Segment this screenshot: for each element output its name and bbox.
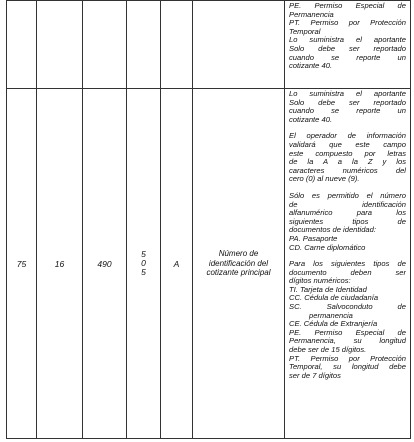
note-line: CE. Cédula de Extranjería — [289, 320, 378, 329]
range-digit: 5 — [141, 249, 146, 259]
note-line: de la A a la Z y los — [289, 158, 406, 167]
field-spec-table — [6, 0, 411, 439]
note-line: Permanencia — [289, 10, 334, 19]
cell-empty — [37, 1, 83, 89]
note-line: Temporal — [289, 27, 321, 36]
note-line: SC. Salvoconduto de — [289, 303, 406, 312]
cell-empty — [7, 1, 37, 89]
note-line: permanencia — [309, 311, 353, 320]
note-line: CC. Cédula de ciudadanía — [289, 294, 379, 303]
range-digit: 0 — [141, 258, 146, 268]
cell-position: 490 — [83, 89, 127, 439]
note-line: Sólo es permitido el número — [289, 191, 406, 200]
note-line: cero (0) al nueve (9). — [289, 175, 360, 184]
note-line: de identificación — [289, 200, 406, 209]
note-line: CD. Carne diplomático — [289, 243, 366, 252]
note-line: validará que este campo — [289, 140, 406, 149]
note-line: PT. Permiso por Protección — [289, 19, 406, 28]
spacer — [289, 124, 406, 132]
range-digit: 5 — [141, 267, 146, 277]
cell-range — [127, 89, 161, 439]
note-line: este compuesto por letras — [289, 149, 406, 158]
cell-consecutive: 75 — [7, 89, 37, 439]
cell-empty — [193, 1, 285, 89]
note-line: PA. Pasaporte — [289, 234, 338, 243]
cell-length: 16 — [37, 89, 83, 439]
note-line: TI. Tarjeta de Identidad — [289, 285, 367, 294]
note-line: dígitos numéricos: — [289, 277, 351, 286]
note-line: debe ser de 15 dígitos. — [289, 346, 367, 355]
cell-type: A — [161, 89, 193, 439]
notes-cell — [285, 89, 411, 439]
note-line: siguientes tipos de — [289, 217, 406, 226]
note-line: El operador de información — [289, 132, 406, 141]
note-line: documento deben ser — [289, 268, 406, 277]
spacer — [289, 184, 406, 192]
note-line: cotizante 40. — [289, 62, 333, 71]
note-line: PT. Permiso por Protección — [289, 354, 406, 363]
table-row-75 — [7, 89, 411, 439]
note-line: cuando se reporte un — [289, 107, 406, 116]
note-line: ser de 7 dígitos — [289, 371, 341, 380]
notes-cell — [285, 1, 411, 89]
note-line: PE. Permiso Especial de — [289, 2, 406, 10]
note-line: alfanumérico para los — [289, 209, 406, 218]
spacer — [289, 252, 406, 260]
note-line: Solo debe ser reportado — [289, 98, 406, 107]
cell-empty — [83, 1, 127, 89]
note-line: Para los siguientes tipos de — [289, 260, 406, 269]
note-line: Solo debe ser reportado — [289, 44, 406, 53]
note-line: cuando se reporte un — [289, 53, 406, 62]
cell-empty — [127, 1, 161, 89]
note-line: PE. Permiso Especial de — [289, 328, 406, 337]
note-line: cotizante 40. — [289, 115, 333, 124]
note-line: Lo suministra el aportante — [289, 36, 406, 45]
note-line: caracteres numéricos del — [289, 166, 406, 175]
note-line: documentos de identidad: — [289, 226, 376, 235]
cell-description: Número de identificación del cotizante principal — [193, 89, 285, 439]
table-row-continued — [7, 1, 411, 89]
cell-empty — [161, 1, 193, 89]
note-line: Temporal, su longitud debe — [289, 363, 406, 372]
note-line: Permanencia, su longitud — [289, 337, 406, 346]
note-line: Lo suministra el aportante — [289, 90, 406, 98]
